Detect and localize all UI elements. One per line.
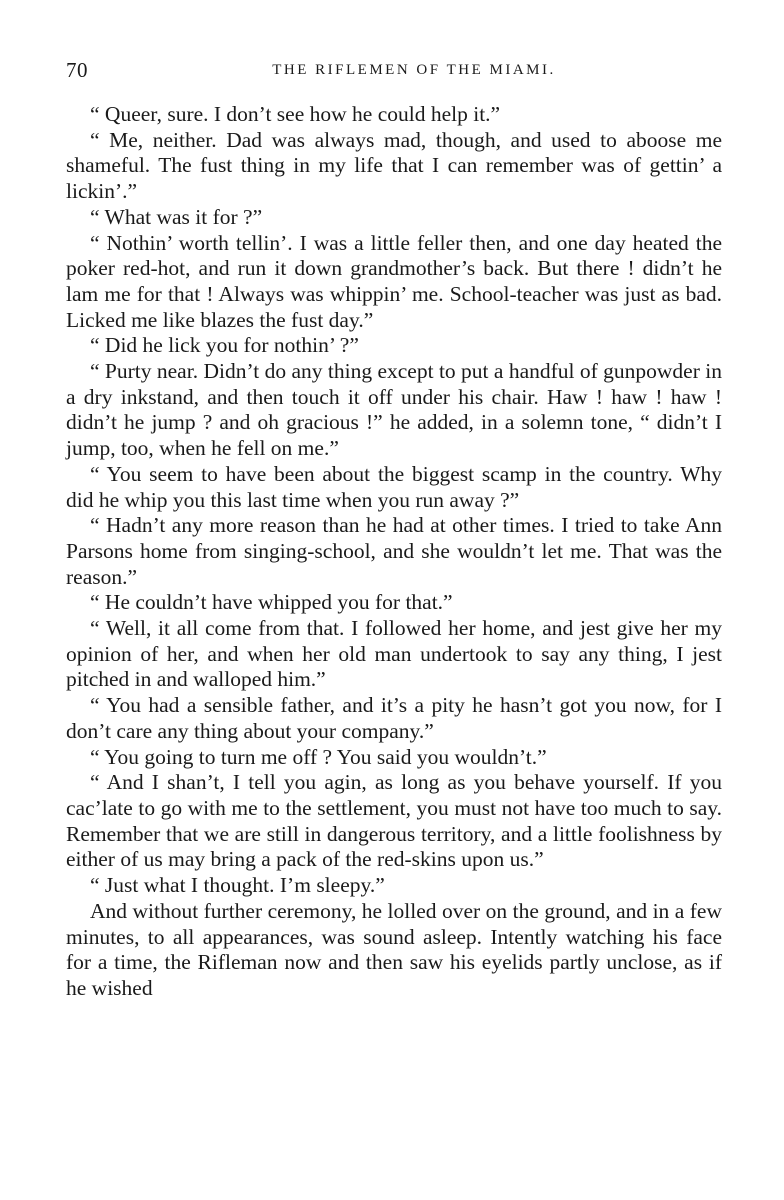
paragraph: “ Purty near. Didn’t do any thing except to put a handful of gunpowder in a dry inkstand, and then touch it off under his chair. Haw ! haw ! haw ! didn’t he jump ? and oh gracious !” he added, in a solemn tone, “ didn’t I jump, too, when he fell on me.” xyxy=(66,359,722,461)
body-text xyxy=(66,102,722,1002)
book-title: THE RIFLEMEN OF THE MIAMI. xyxy=(272,62,556,78)
paragraph: And without further ceremony, he lolled over on the ground, and in a few minutes, to all appearances, was sound asleep. Intently watching his face for a time, the Rifleman now and then saw his eyelids partly unclose, as if he wished xyxy=(66,898,722,1000)
paragraph: “ You had a sensible father, and it’s a pity he hasn’t got you now, for I don’t care any thing about your company.” xyxy=(66,693,722,743)
paragraph: “ You seem to have been about the biggest scamp in the country. Why did he whip you this last time when you run away ?” xyxy=(66,461,722,512)
paragraph: “ Nothin’ worth tellin’. I was a little feller then, and one day heated the poker red-hot, and run it down grandmother’s back. But there ! didn’t he lam me for that ! Always was whippin’ me. School-teacher was just as bad. Licked me like blazes the fust day.” xyxy=(66,230,722,332)
paragraph: “ Queer, sure. I don’t see how he could help it.” xyxy=(90,102,501,126)
paragraph: “ Well, it all come from that. I followed her home, and jest give her my opinion of her, and when her old man undertook to say any thing, I jest pitched in and walloped him.” xyxy=(66,616,722,692)
paragraph: “ And I shan’t, I tell you agin, as long as you behave yourself. If you cac’late to go with me to the settlement, you must not have too much to say. Remember that we are still in dangerous territory, and a little foolishness by either of us may bring a pack of the red-skins upon us.” xyxy=(66,770,722,872)
paragraph: “ Me, neither. Dad was always mad, though, and used to aboose me shameful. The fust thing in my life that I can remember was of gettin’ a lickin’.” xyxy=(66,127,722,204)
paragraph: “ Just what I thought. I’m sleepy.” xyxy=(90,873,385,898)
paragraph: “ He couldn’t have whipped you for that.” xyxy=(90,590,453,615)
paragraph: “ What was it for ?” xyxy=(90,204,263,229)
paragraph: “ Hadn’t any more reason than he had at other times. I tried to take Ann Parsons home from singing-school, and she wouldn’t let me. That was the reason.” xyxy=(66,513,722,589)
paragraph: “ You going to turn me off ? You said you wouldn’t.” xyxy=(90,744,547,769)
running-head xyxy=(66,58,722,88)
paragraph: “ Did he lick you for nothin’ ?” xyxy=(90,333,359,358)
page-number: 70 xyxy=(66,58,88,82)
